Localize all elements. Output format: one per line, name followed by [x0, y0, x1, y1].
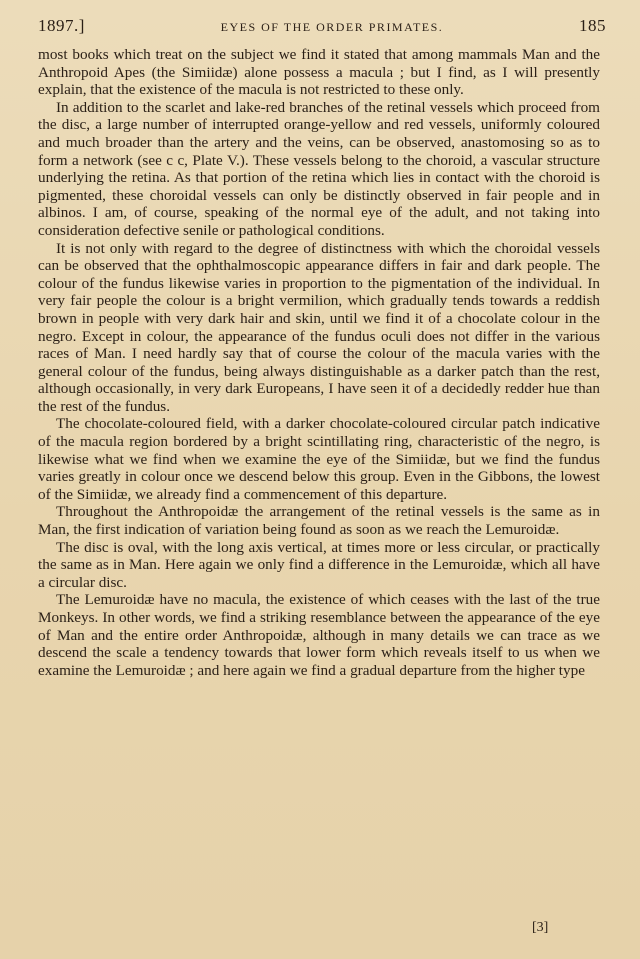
paragraph: The Lemuroidæ have no macula, the existence of which ceases with the last of the true Monkeys. In other words, we find a striking resemblance between the appearance of the eye of Man and the entire order Anthropoidæ, although in many details we can trace as we descend the scale a tendency towards that lower form which reveals itself to us when we examine the Lemuroidæ ; and here again we find a gradual departure from the higher type	[38, 591, 600, 679]
signature-mark: [3]	[532, 920, 549, 935]
header-year: 1897.]	[38, 16, 85, 35]
running-title: EYES OF THE ORDER PRIMATES.	[220, 20, 444, 34]
paragraph: The chocolate-coloured field, with a darker chocolate-coloured circular patch indicative of the macula region bordered by a bright scintillating ring, characteristic of the negro, is likewise what we find when we examine the eye of the Simiidæ, but we find the fundus varies greatly in colour once we descend below this group. Even in the Gibbons, the lowest of the Simiidæ, we already find a commencement of this departure.	[38, 415, 600, 503]
paragraph: It is not only with regard to the degree of distinctness with which the choroidal vessels can be observed that the ophthalmoscopic appearance differs in fair and dark people. The colour of the fundus likewise varies in proportion to the pigmentation of the individual. In very fair people the colour is a bright vermilion, which gradually tends towards a reddish brown in people with very dark hair and skin, until we find it of a chocolate colour in the negro. Except in colour, the appearance of the fundus oculi does not differ in the various races of Man. I need hardly say that of course the colour of the macula varies with the general colour of the fundus, being always distinguishable as a darker patch than the rest, although occasionally, in very dark Europeans, I have seen it of a decidedly redder hue than the rest of the fundus.	[38, 239, 600, 415]
paragraph: The disc is oval, with the long axis vertical, at times more or less circular, or practically the same as in Man. Here again we only find a difference in the Lemuroidæ, which all have a circular disc.	[38, 538, 600, 591]
page-number: 185	[579, 16, 606, 35]
running-header	[38, 16, 606, 40]
paragraph: most books which treat on the subject we find it stated that among mammals Man and the Anthropoid Apes (the Simiidæ) alone possess a macula ; but I find, as I will presently explain, that the existence of the macula is not restricted to these only.	[38, 46, 600, 99]
body-text	[38, 46, 600, 679]
paragraph: Throughout the Anthropoidæ the arrangement of the retinal vessels is the same as in Man, the first indication of variation being found as soon as we reach the Lemuroidæ.	[38, 503, 600, 539]
paragraph: In addition to the scarlet and lake-red branches of the retinal vessels which proceed from the disc, a large number of interrupted orange-yellow and red vessels, uniformly coloured and much broader than the artery and the veins, can be observed, anastomosing so as to form a network (see c c, Plate V.). These vessels belong to the choroid, a vascular structure underlying the retina. As that portion of the retina which lies in contact with the choroid is pigmented, these choroidal vessels can only be distinctly observed in fair people and in albinos. I am, of course, speaking of the normal eye of the adult, and not taking into consideration defective senile or pathological conditions.	[38, 98, 600, 239]
